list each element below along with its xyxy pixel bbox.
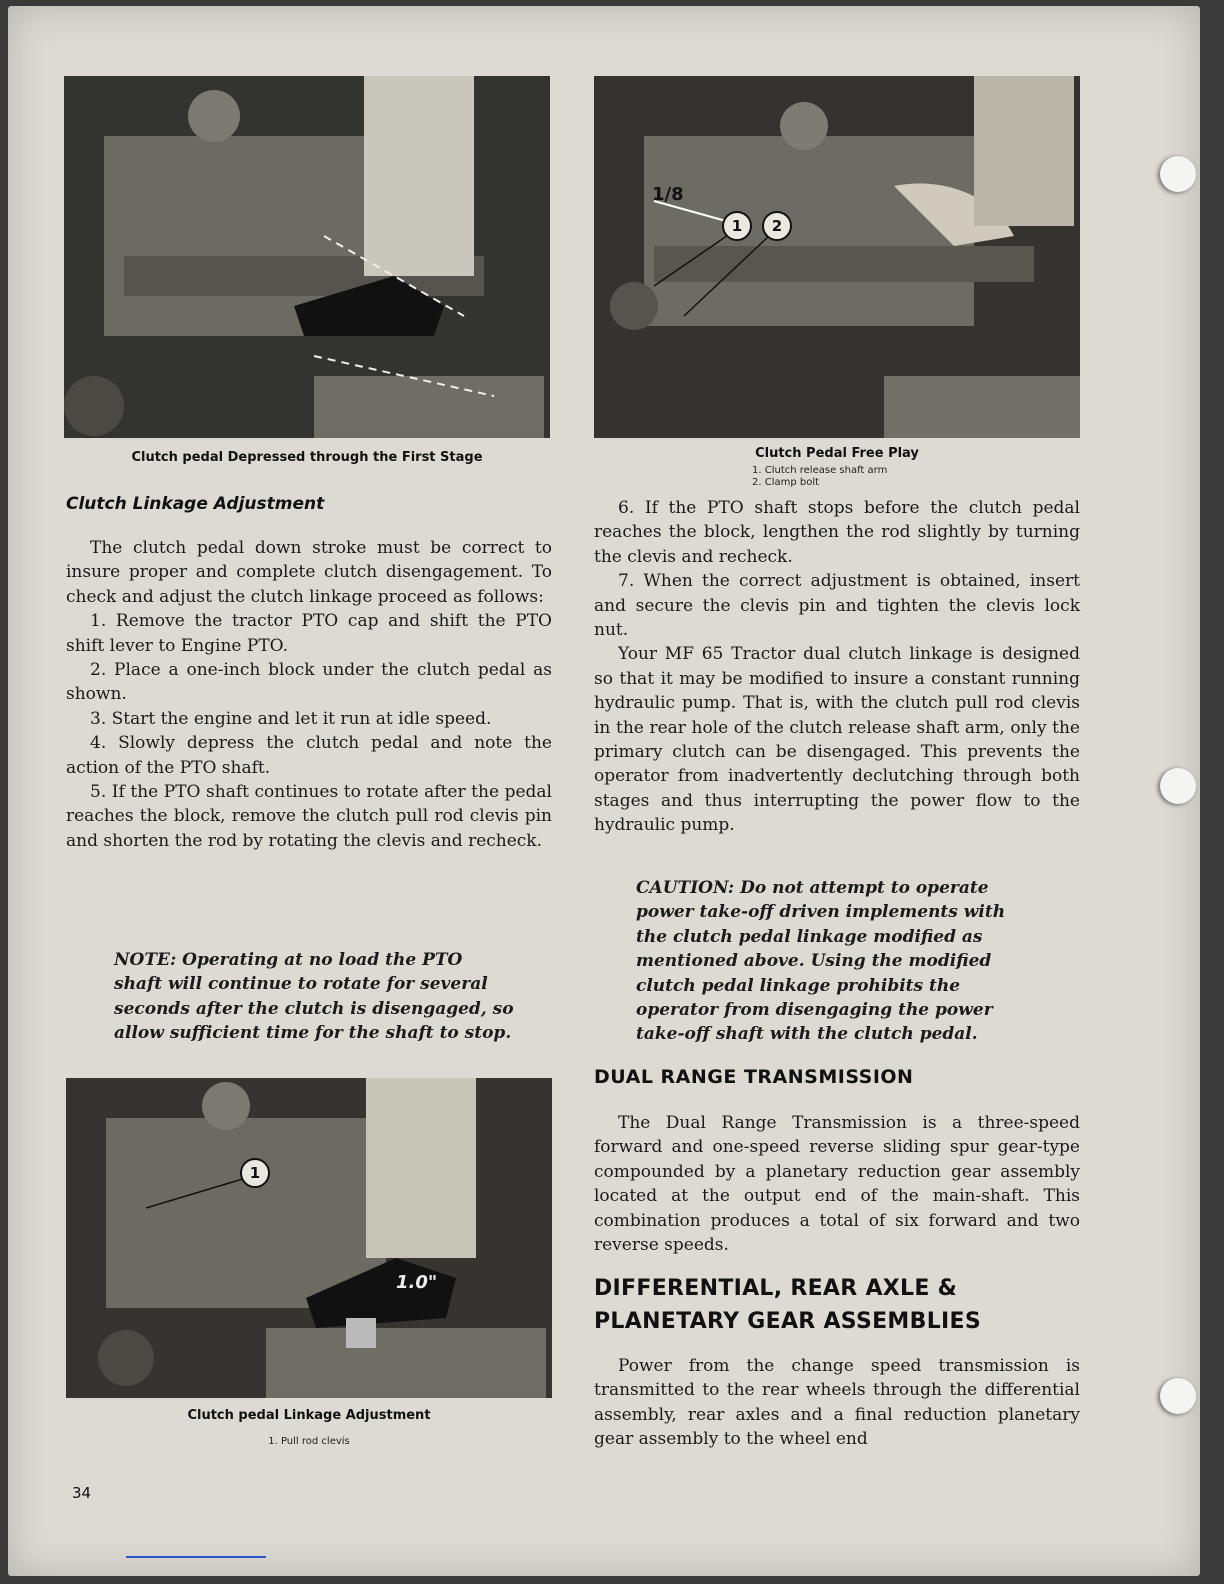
photo-clutch-free-play	[594, 76, 1080, 438]
binder-hole-top	[1160, 156, 1196, 192]
differential-body	[594, 1354, 1080, 1452]
step-5: 5. If the PTO shaft continues to rotate after the pedal reaches the block, remove the clutch pull rod clevis pin and shorten the rod by rotating the clevis and recheck.	[66, 782, 552, 851]
binder-hole-bottom	[1160, 1378, 1196, 1414]
right-column-body	[594, 496, 1080, 838]
binder-hole-middle	[1160, 768, 1196, 804]
photo-clutch-depressed-illustration	[64, 76, 550, 438]
figure-caption-item-2: 2. Clamp bolt	[752, 477, 820, 488]
paragraph-dual-range: The Dual Range Transmission is a three-speed forward and one-speed reverse sliding spur gear-type compounded by a planetary reduction gear assembly located at the output end of the main-shaft. This combination produces a total of six forward and two reverse speeds.	[594, 1113, 1080, 1256]
section-heading-clutch-linkage: Clutch Linkage Adjustment	[66, 494, 325, 514]
figure-clutch-free-play	[594, 76, 1080, 496]
photo-clutch-depressed	[64, 76, 550, 438]
dimension-label: 1.0"	[396, 1272, 438, 1293]
manual-page	[8, 6, 1200, 1576]
left-column-body	[66, 536, 552, 853]
step-7: 7. When the correct adjustment is obtained, insert and secure the clevis pin and tighten the clevis lock nut.	[594, 571, 1080, 641]
callout-2: 2	[762, 211, 792, 241]
paragraph-intro: The clutch pedal down stroke must be correct to insure proper and complete clutch disengagement. To check and adjust the clutch linkage proceed as follows:	[66, 538, 552, 607]
page-number: 34	[72, 1484, 92, 1502]
caution-block: CAUTION: Do not attempt to operate power take-off driven implements with the clutch pedal linkage modified as mentioned above. Using the modified clutch pedal linkage prohibits the operator from disengaging the power take-off shaft with the clutch pedal.	[636, 878, 1006, 1045]
photo-clutch-free-play-illustration	[594, 76, 1080, 438]
section-heading-dual-range: DUAL RANGE TRANSMISSION	[594, 1066, 914, 1088]
paragraph-differential: Power from the change speed transmission is transmitted to the rear wheels through the differential assembly, rear axles and a final reduction planetary gear assembly to the wheel end	[594, 1356, 1080, 1450]
figure-caption: Clutch pedal Linkage Adjustment	[187, 1408, 431, 1423]
photo-clutch-linkage-illustration	[66, 1078, 552, 1398]
photo-clutch-linkage-adjustment	[66, 1078, 552, 1398]
callout-1: 1	[722, 211, 752, 241]
step-2: 2. Place a one-inch block under the clutch pedal as shown.	[66, 660, 552, 705]
step-1: 1. Remove the tractor PTO cap and shift the PTO shift lever to Engine PTO.	[66, 611, 552, 656]
note-block: NOTE: Operating at no load the PTO shaft will continue to rotate for several seconds after the clutch is disengaged, so allow sufficient time for the shaft to stop.	[114, 950, 514, 1044]
callout-1: 1	[240, 1158, 270, 1188]
step-3: 3. Start the engine and let it run at idle speed.	[90, 708, 492, 729]
step-4: 4. Slowly depress the clutch pedal and note the action of the PTO shaft.	[66, 733, 552, 778]
figure-caption-item-1: 1. Pull rod clevis	[268, 1436, 350, 1447]
paragraph-dual-clutch: Your MF 65 Tractor dual clutch linkage is designed so that it may be modified to insure a constant running hydraulic pump. That is, with the clutch pull rod clevis in the rear hole of the clutch release shaft arm, only the primary clutch can be disengaged. This prevents the operator from inadvertently declutching through both stages and thus interrupting the power flow to the hydraulic pump.	[594, 644, 1080, 836]
figure-caption: Clutch pedal Depressed through the First Stage	[131, 450, 483, 465]
figure-clutch-depressed	[64, 76, 550, 476]
dual-range-body	[594, 1111, 1080, 1257]
figure-caption-item-1: 1. Clutch release shaft arm	[752, 465, 888, 476]
figure-clutch-linkage-adjustment	[66, 1078, 552, 1478]
scan-artifact-line	[126, 1556, 266, 1558]
dimension-label: 1/8	[652, 184, 684, 205]
figure-caption: Clutch Pedal Free Play	[755, 446, 919, 461]
step-6: 6. If the PTO shaft stops before the clutch pedal reaches the block, lengthen the rod slightly by turning the clevis and recheck.	[594, 498, 1080, 567]
section-heading-differential: DIFFERENTIAL, REAR AXLE & PLANETARY GEAR ASSEMBLIES	[594, 1276, 981, 1334]
